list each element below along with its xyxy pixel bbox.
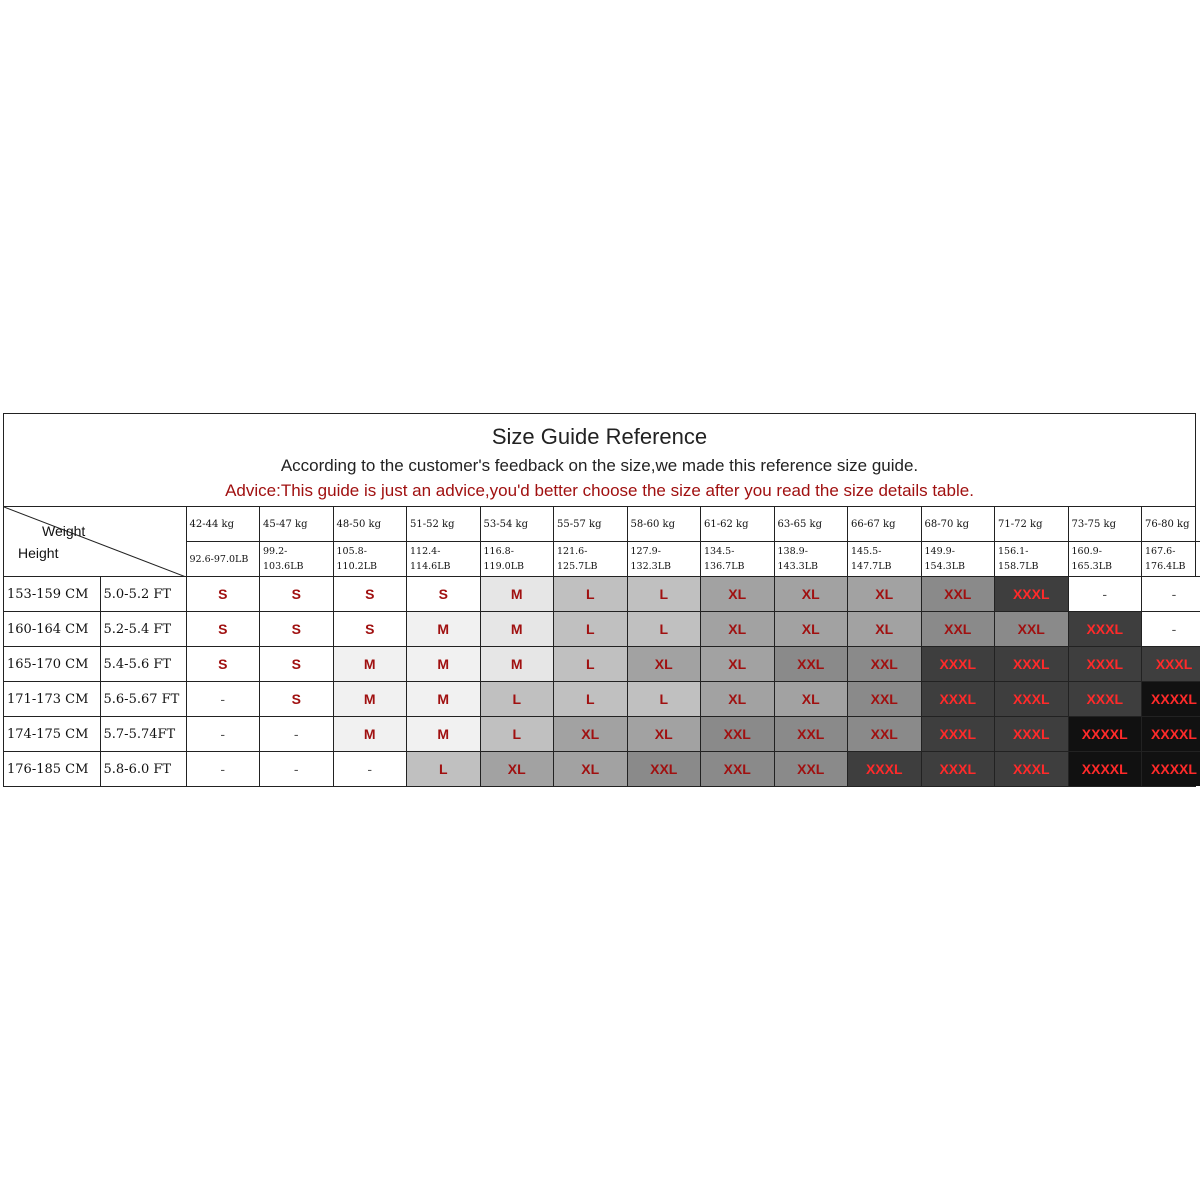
guide-advice: Advice:This guide is just an advice,you'd better choose the size after you read the size details table. xyxy=(225,481,974,500)
size-cell: XL xyxy=(701,682,775,717)
weight-lb-header: 167.6- 176.4LB xyxy=(1142,542,1200,577)
size-cell: M xyxy=(407,717,481,752)
size-cell: XXXL xyxy=(1068,612,1142,647)
size-cell: XXXL xyxy=(995,752,1069,787)
table-row xyxy=(4,717,1200,752)
weight-lb-header: 138.9- 143.3LB xyxy=(774,542,848,577)
size-table xyxy=(4,507,1200,786)
size-cell: L xyxy=(480,717,554,752)
header-corner xyxy=(4,507,186,577)
size-cell: XXXL xyxy=(921,717,995,752)
weight-lb-header: 127.9- 132.3LB xyxy=(627,542,701,577)
height-cm-cell: 171-173 CM xyxy=(4,682,100,717)
size-cell: XXXL xyxy=(848,752,922,787)
table-row xyxy=(4,682,1200,717)
weight-lb-header: 134.5- 136.7LB xyxy=(701,542,775,577)
size-cell: XL xyxy=(701,612,775,647)
weight-kg-header: 45-47 kg xyxy=(260,507,334,542)
size-cell: XXXL xyxy=(995,682,1069,717)
size-cell: XL xyxy=(480,752,554,787)
size-cell: XL xyxy=(701,577,775,612)
weight-lb-header: 116.8- 119.0LB xyxy=(480,542,554,577)
size-cell: S xyxy=(260,682,334,717)
size-cell: XL xyxy=(848,612,922,647)
size-cell: XXXL xyxy=(1142,647,1200,682)
height-ft-cell: 5.4-5.6 FT xyxy=(100,647,186,682)
size-cell: - xyxy=(333,752,407,787)
size-cell: XXL xyxy=(995,612,1069,647)
weight-kg-header: 55-57 kg xyxy=(554,507,628,542)
guide-subtitle: According to the customer's feedback on the size,we made this reference size guide. xyxy=(280,456,919,475)
size-cell: XL xyxy=(848,577,922,612)
weight-kg-header: 73-75 kg xyxy=(1068,507,1142,542)
size-cell: XXXXL xyxy=(1142,717,1200,752)
size-cell: XL xyxy=(554,752,628,787)
height-ft-cell: 5.2-5.4 FT xyxy=(100,612,186,647)
weight-kg-header: 58-60 kg xyxy=(627,507,701,542)
weight-kg-header: 48-50 kg xyxy=(333,507,407,542)
size-cell: L xyxy=(554,682,628,717)
height-cm-cell: 174-175 CM xyxy=(4,717,100,752)
size-cell: XXL xyxy=(701,717,775,752)
weight-kg-header: 42-44 kg xyxy=(186,507,260,542)
size-cell: XXL xyxy=(701,752,775,787)
size-cell: S xyxy=(186,647,260,682)
weight-kg-header: 66-67 kg xyxy=(848,507,922,542)
size-cell: M xyxy=(407,682,481,717)
size-cell: L xyxy=(480,682,554,717)
size-cell: L xyxy=(627,682,701,717)
size-cell: - xyxy=(186,717,260,752)
size-cell: XL xyxy=(701,647,775,682)
size-cell: M xyxy=(407,612,481,647)
weight-kg-header: 61-62 kg xyxy=(701,507,775,542)
weight-lb-header: 121.6- 125.7LB xyxy=(554,542,628,577)
height-ft-cell: 5.7-5.74FT xyxy=(100,717,186,752)
size-cell: - xyxy=(260,752,334,787)
weight-kg-header: 71-72 kg xyxy=(995,507,1069,542)
size-cell: XL xyxy=(774,682,848,717)
table-row xyxy=(4,647,1200,682)
size-cell: M xyxy=(480,647,554,682)
size-cell: XL xyxy=(627,717,701,752)
size-cell: - xyxy=(186,752,260,787)
weight-kg-header: 53-54 kg xyxy=(480,507,554,542)
size-cell: L xyxy=(627,612,701,647)
size-cell: M xyxy=(333,717,407,752)
diagonal-line xyxy=(4,507,186,577)
table-row xyxy=(4,612,1200,647)
size-cell: XXL xyxy=(921,577,995,612)
size-cell: M xyxy=(333,647,407,682)
size-cell: L xyxy=(627,577,701,612)
size-cell: XXL xyxy=(848,647,922,682)
size-cell: S xyxy=(186,612,260,647)
size-cell: XXL xyxy=(848,682,922,717)
weight-lb-header: 145.5- 147.7LB xyxy=(848,542,922,577)
height-ft-cell: 5.0-5.2 FT xyxy=(100,577,186,612)
size-cell: XXXL xyxy=(995,577,1069,612)
size-cell: S xyxy=(333,612,407,647)
size-cell: L xyxy=(554,612,628,647)
size-cell: XL xyxy=(627,647,701,682)
size-cell: XXXL xyxy=(1068,682,1142,717)
size-cell: M xyxy=(480,612,554,647)
size-cell: S xyxy=(407,577,481,612)
guide-title: Size Guide Reference xyxy=(491,424,708,449)
size-cell: XXXXL xyxy=(1142,682,1200,717)
size-cell: S xyxy=(260,612,334,647)
size-cell: S xyxy=(333,577,407,612)
weight-kg-header: 76-80 kg xyxy=(1142,507,1200,542)
size-cell: S xyxy=(260,647,334,682)
size-cell: XXL xyxy=(774,752,848,787)
size-cell: - xyxy=(1068,577,1142,612)
size-cell: XL xyxy=(554,717,628,752)
size-cell: S xyxy=(186,577,260,612)
table-row xyxy=(4,752,1200,787)
table-row xyxy=(4,577,1200,612)
height-cm-cell: 176-185 CM xyxy=(4,752,100,787)
weight-lb-header: 149.9- 154.3LB xyxy=(921,542,995,577)
size-cell: - xyxy=(1142,577,1200,612)
size-guide xyxy=(3,413,1196,787)
size-cell: XXL xyxy=(774,717,848,752)
size-cell: XXXL xyxy=(995,717,1069,752)
size-cell: XL xyxy=(774,577,848,612)
weight-kg-header: 63-65 kg xyxy=(774,507,848,542)
size-cell: - xyxy=(1142,612,1200,647)
weight-lb-header: 99.2- 103.6LB xyxy=(260,542,334,577)
height-cm-cell: 153-159 CM xyxy=(4,577,100,612)
height-cm-cell: 160-164 CM xyxy=(4,612,100,647)
size-cell: XXL xyxy=(774,647,848,682)
height-cm-cell: 165-170 CM xyxy=(4,647,100,682)
size-cell: L xyxy=(554,577,628,612)
guide-header xyxy=(4,414,1195,507)
size-cell: XXXL xyxy=(1068,647,1142,682)
size-cell: S xyxy=(260,577,334,612)
size-cell: XXXXL xyxy=(1142,752,1200,787)
size-cell: L xyxy=(554,647,628,682)
height-label: Height xyxy=(18,545,59,561)
weight-kg-header: 68-70 kg xyxy=(921,507,995,542)
size-cell: XXXXL xyxy=(1068,752,1142,787)
weight-label: Weight xyxy=(42,523,86,539)
height-ft-cell: 5.6-5.67 FT xyxy=(100,682,186,717)
size-cell: - xyxy=(260,717,334,752)
weight-lb-header: 156.1- 158.7LB xyxy=(995,542,1069,577)
weight-kg-header: 51-52 kg xyxy=(407,507,481,542)
size-cell: XXXL xyxy=(995,647,1069,682)
height-ft-cell: 5.8-6.0 FT xyxy=(100,752,186,787)
size-cell: XXXL xyxy=(921,752,995,787)
size-cell: XXXXL xyxy=(1068,717,1142,752)
size-cell: XXXL xyxy=(921,647,995,682)
size-cell: - xyxy=(186,682,260,717)
size-cell: XXXL xyxy=(921,682,995,717)
size-cell: M xyxy=(407,647,481,682)
size-cell: XXL xyxy=(921,612,995,647)
size-cell: M xyxy=(480,577,554,612)
weight-lb-header: 92.6-97.0LB xyxy=(186,542,260,577)
size-cell: XXL xyxy=(627,752,701,787)
weight-lb-header: 160.9- 165.3LB xyxy=(1068,542,1142,577)
size-cell: M xyxy=(333,682,407,717)
weight-lb-header: 112.4- 114.6LB xyxy=(407,542,481,577)
size-cell: XXL xyxy=(848,717,922,752)
size-cell: XL xyxy=(774,612,848,647)
weight-lb-header: 105.8- 110.2LB xyxy=(333,542,407,577)
size-cell: L xyxy=(407,752,481,787)
